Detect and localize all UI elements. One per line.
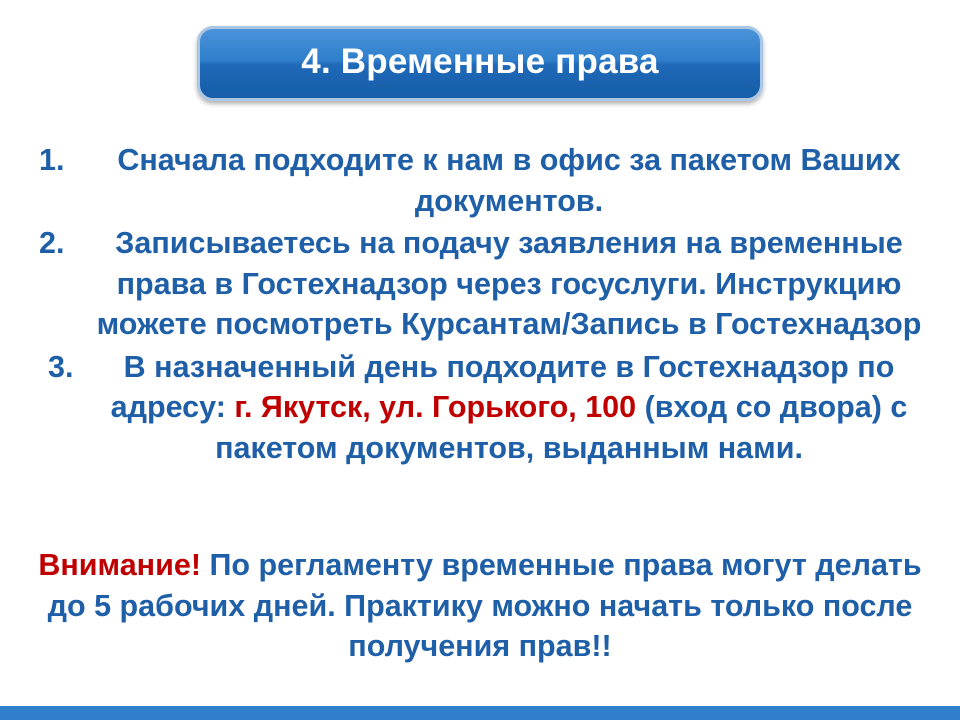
- list-item: [30, 223, 930, 345]
- step-number: 1.: [39, 143, 65, 177]
- step-text: Записываетесь на подачу заявления на временные права в Гостехнадзор через госуслуги. Инструкцию можете посмотреть Курсантам/Запись в Гостехнадзор: [96, 226, 922, 342]
- step-text: [34, 347, 926, 469]
- steps-list-container: [30, 140, 930, 471]
- address-highlight: г. Якутск, ул. Горького, 100: [234, 390, 637, 425]
- step-text: Сначала подходите к нам в офис за пакетом Ваших документов.: [117, 143, 901, 218]
- step-text-before: В назначенный день подходите в Гостехнадзор по адресу:: [110, 349, 895, 425]
- attention-paragraph: [30, 545, 930, 667]
- attention-text: По регламенту временные права могут делать до 5 рабочих дней. Практику можно начать только после получения прав!!: [47, 548, 922, 664]
- step-text-after: (вход со двора) с пакетом документов, выданным нами.: [215, 390, 908, 465]
- step-number: 3.: [48, 349, 74, 384]
- bottom-strip: [0, 706, 960, 720]
- slide-title-button[interactable]: [197, 26, 763, 101]
- list-item: [30, 140, 930, 221]
- steps-list: [30, 140, 930, 469]
- list-item: [30, 347, 930, 469]
- step-number: 2.: [39, 226, 65, 261]
- title-container: [0, 26, 960, 101]
- attention-label: Внимание!: [38, 548, 201, 582]
- slide-title-text: 4. Временные права: [301, 42, 659, 81]
